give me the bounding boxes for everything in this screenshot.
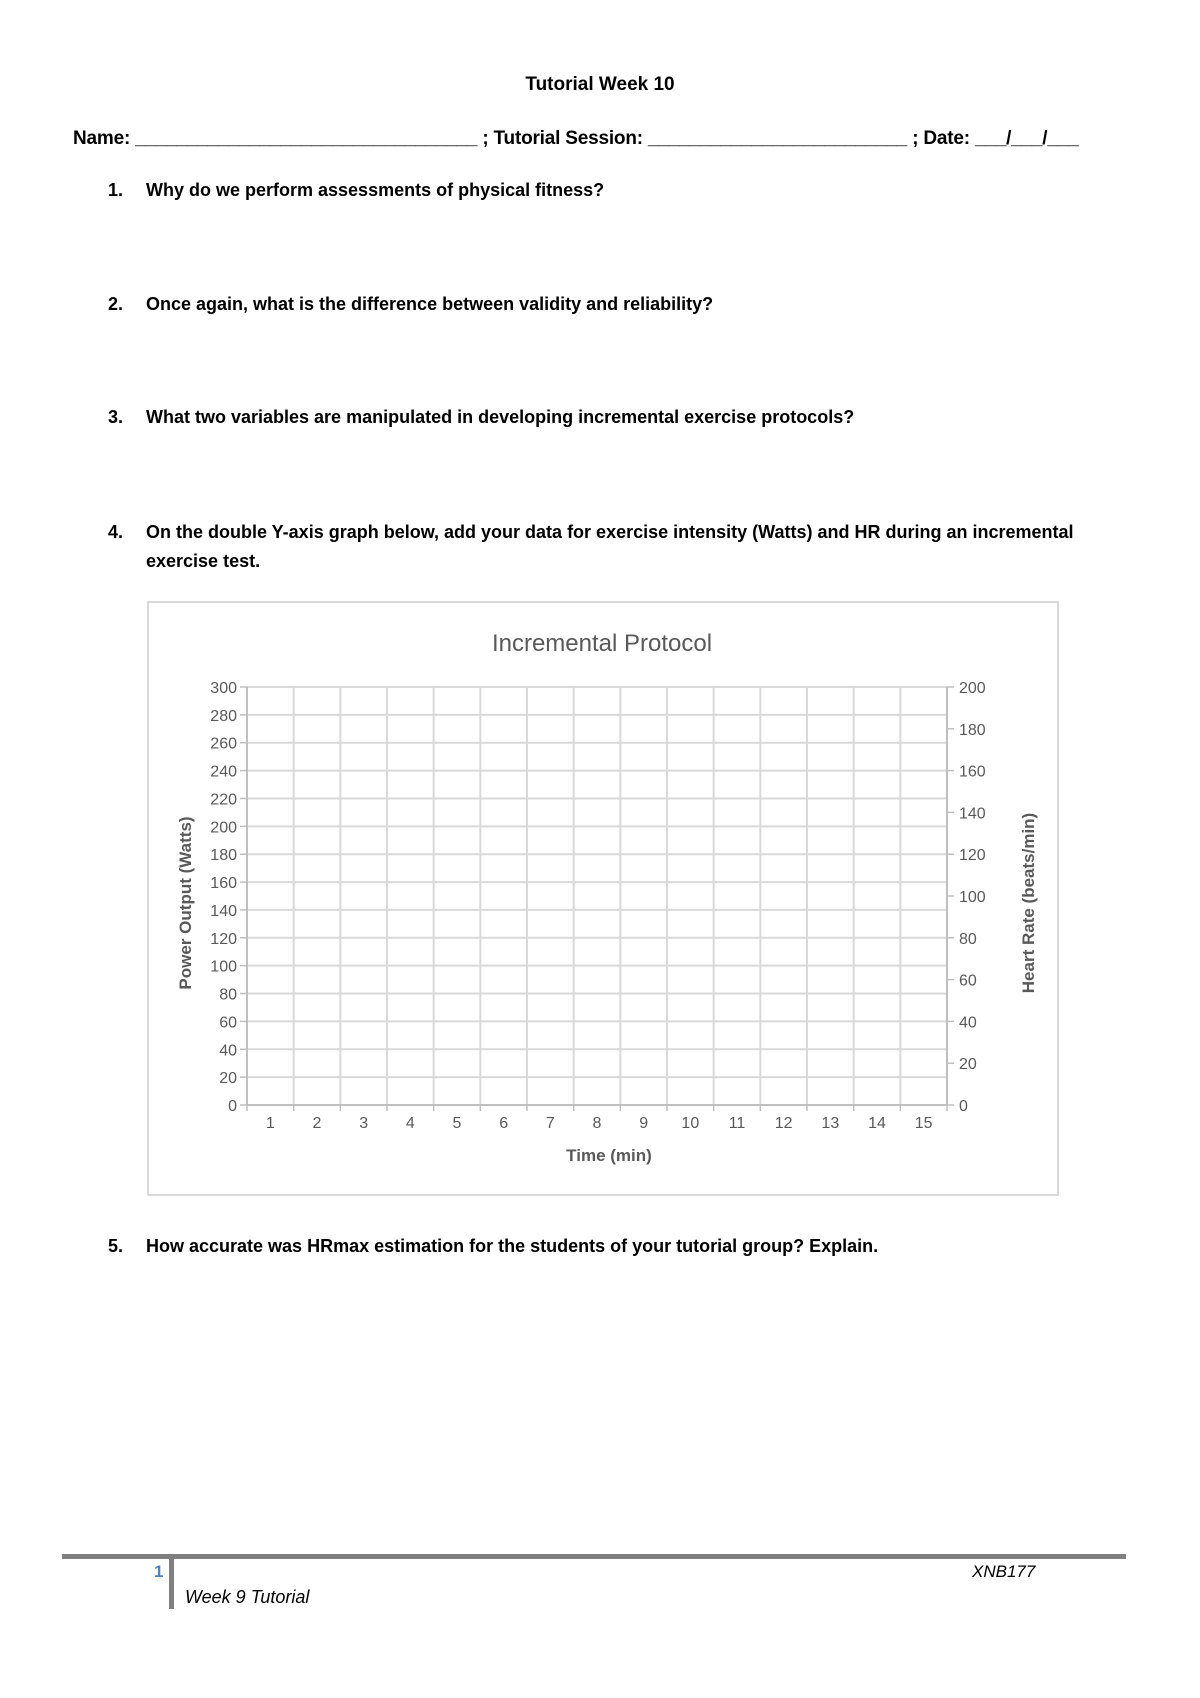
question-number: 2. bbox=[108, 294, 124, 314]
question-text: What two variables are manipulated in developing incremental exercise protocols? bbox=[146, 407, 855, 427]
x-tick-label: 6 bbox=[499, 1115, 509, 1132]
y2-tick-label: 200 bbox=[959, 680, 986, 697]
name-session-date-line: Name: _________________________________ ; Tutorial Session: _________________________ ; Date: ___/___/___ bbox=[73, 128, 1079, 149]
chart-area bbox=[147, 601, 1059, 1196]
y-tick-label: 140 bbox=[210, 902, 237, 920]
y-tick-label: 180 bbox=[210, 847, 237, 865]
y-tick-label: 240 bbox=[210, 763, 237, 781]
x-tick-label: 5 bbox=[452, 1115, 462, 1132]
y-tick-label: 200 bbox=[210, 819, 237, 837]
y-tick-label: 280 bbox=[210, 707, 237, 725]
page-number: 1 bbox=[154, 1562, 164, 1581]
x-tick-label: 7 bbox=[545, 1115, 555, 1132]
y-tick-label: 0 bbox=[228, 1098, 237, 1115]
question-number: 4. bbox=[108, 522, 124, 542]
y2-tick-label: 40 bbox=[959, 1014, 977, 1032]
y-axis-label-right: Heart Rate (beats/min) bbox=[1019, 812, 1038, 994]
chart-grid bbox=[247, 687, 947, 1105]
x-tick-label: 10 bbox=[681, 1115, 700, 1132]
y2-tick-label: 20 bbox=[959, 1056, 977, 1074]
question-text: Why do we perform assessments of physical fitness? bbox=[146, 180, 605, 200]
y-tick-label: 120 bbox=[210, 930, 237, 948]
y2-tick-label: 160 bbox=[959, 763, 986, 781]
y-tick-label: 80 bbox=[219, 986, 237, 1004]
footer-divider bbox=[62, 1554, 1126, 1559]
chart-axes bbox=[210, 680, 986, 1132]
chart-title: Incremental Protocol bbox=[491, 630, 713, 657]
page-title: Tutorial Week 10 bbox=[525, 74, 675, 95]
x-tick-label: 3 bbox=[359, 1115, 369, 1132]
question-text: Once again, what is the difference between validity and reliability? bbox=[146, 294, 714, 314]
y-axis-label-left: Power Output (Watts) bbox=[176, 816, 195, 990]
y2-tick-label: 120 bbox=[959, 847, 986, 865]
y2-tick-label: 180 bbox=[959, 721, 986, 739]
question-text: How accurate was HRmax estimation for the students of your tutorial group? Explain. bbox=[146, 1236, 879, 1256]
x-tick-label: 13 bbox=[821, 1115, 840, 1132]
footer-right-text: XNB177 bbox=[972, 1562, 1036, 1581]
x-axis-label: Time (min) bbox=[566, 1146, 652, 1165]
y2-tick-label: 100 bbox=[959, 889, 986, 906]
y2-tick-label: 60 bbox=[959, 972, 977, 990]
y-tick-label: 20 bbox=[219, 1070, 237, 1088]
y-tick-label: 40 bbox=[219, 1042, 237, 1060]
y-tick-label: 60 bbox=[219, 1014, 237, 1032]
x-tick-label: 1 bbox=[265, 1115, 275, 1132]
footer-vertical-bar bbox=[169, 1559, 174, 1609]
y-tick-label: 300 bbox=[210, 680, 237, 697]
x-tick-label: 4 bbox=[405, 1115, 415, 1132]
y2-tick-label: 80 bbox=[959, 930, 977, 948]
question-number: 5. bbox=[108, 1236, 124, 1256]
x-tick-label: 2 bbox=[312, 1115, 322, 1132]
y-tick-label: 260 bbox=[210, 735, 237, 753]
y-tick-label: 220 bbox=[210, 791, 237, 809]
x-tick-label: 12 bbox=[774, 1115, 793, 1132]
x-tick-label: 14 bbox=[868, 1115, 886, 1132]
footer-left-text: Week 9 Tutorial bbox=[185, 1587, 310, 1607]
x-tick-label: 11 bbox=[728, 1115, 746, 1132]
question-text: On the double Y-axis graph below, add your data for exercise intensity (Watts) and HR during an incremental exercise test. bbox=[146, 522, 1074, 571]
x-tick-label: 8 bbox=[592, 1115, 602, 1132]
x-tick-label: 15 bbox=[914, 1115, 933, 1132]
y2-tick-label: 140 bbox=[959, 805, 986, 823]
x-tick-label: 9 bbox=[639, 1115, 649, 1132]
y-tick-label: 100 bbox=[210, 958, 237, 976]
y-tick-label: 160 bbox=[210, 875, 237, 893]
question-number: 1. bbox=[108, 180, 124, 200]
question-number: 3. bbox=[108, 407, 124, 427]
y2-tick-label: 0 bbox=[959, 1098, 968, 1115]
incremental-protocol-chart bbox=[149, 603, 1057, 1194]
